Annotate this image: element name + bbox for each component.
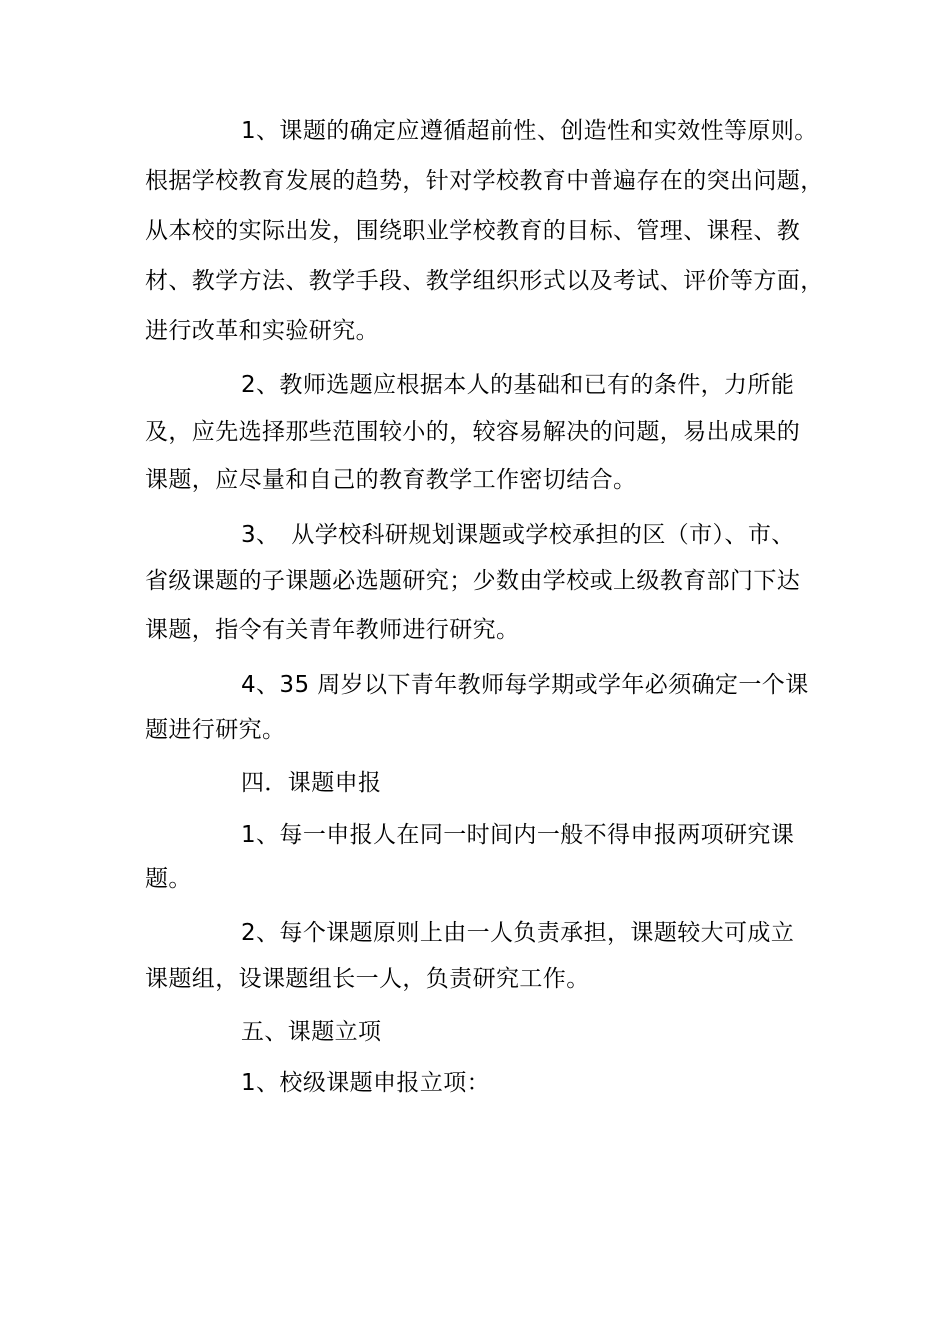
paragraph-5-line-1: 1、每一申报人在同一时间内一般不得申报两项研究课: [241, 822, 795, 848]
section-heading-5: 五、课题立项: [241, 1019, 382, 1045]
paragraph-5-line-2: 题。: [145, 866, 192, 892]
paragraph-6-line-1: 2、每个课题原则上由一人负责承担，课题较大可成立: [241, 920, 795, 946]
paragraph-2-line-2: 及，应先选择那些范围较小的，较容易解决的问题，易出成果的: [145, 419, 801, 445]
paragraph-6-line-2: 课题组，设课题组长一人，负责研究工作。: [145, 966, 590, 992]
paragraph-2-line-1: 2、教师选题应根据本人的基础和已有的条件，力所能: [241, 372, 795, 398]
section-heading-4: 四．课题申报: [241, 770, 382, 796]
paragraph-4-line-1: 4、35 周岁以下青年教师每学期或学年必须确定一个课: [241, 672, 809, 698]
paragraph-2-line-3: 课题，应尽量和自己的教育教学工作密切结合。: [145, 467, 637, 493]
paragraph-1-line-5: 进行改革和实验研究。: [145, 318, 379, 344]
paragraph-4-line-2: 题进行研究。: [145, 717, 286, 743]
paragraph-7-line-1: 1、校级课题申报立项：: [241, 1070, 491, 1096]
paragraph-1-line-4: 材、教学方法、教学手段、教学组织形式以及考试、评价等方面，: [145, 268, 824, 294]
paragraph-1-line-3: 从本校的实际出发，围绕职业学校教育的目标、管理、课程、教: [145, 218, 801, 244]
paragraph-1-line-1: 1、课题的确定应遵循超前性、创造性和实效性等原则。: [241, 118, 818, 144]
paragraph-1-line-2: 根据学校教育发展的趋势，针对学校教育中普遍存在的突出问题，: [145, 168, 824, 194]
paragraph-3-line-3: 课题，指令有关青年教师进行研究。: [145, 617, 520, 643]
paragraph-3-line-2: 省级课题的子课题必选题研究；少数由学校或上级教育部门下达: [145, 568, 801, 594]
paragraph-3-line-1: 3、 从学校科研规划课题或学校承担的区（市）、市、: [241, 522, 795, 548]
